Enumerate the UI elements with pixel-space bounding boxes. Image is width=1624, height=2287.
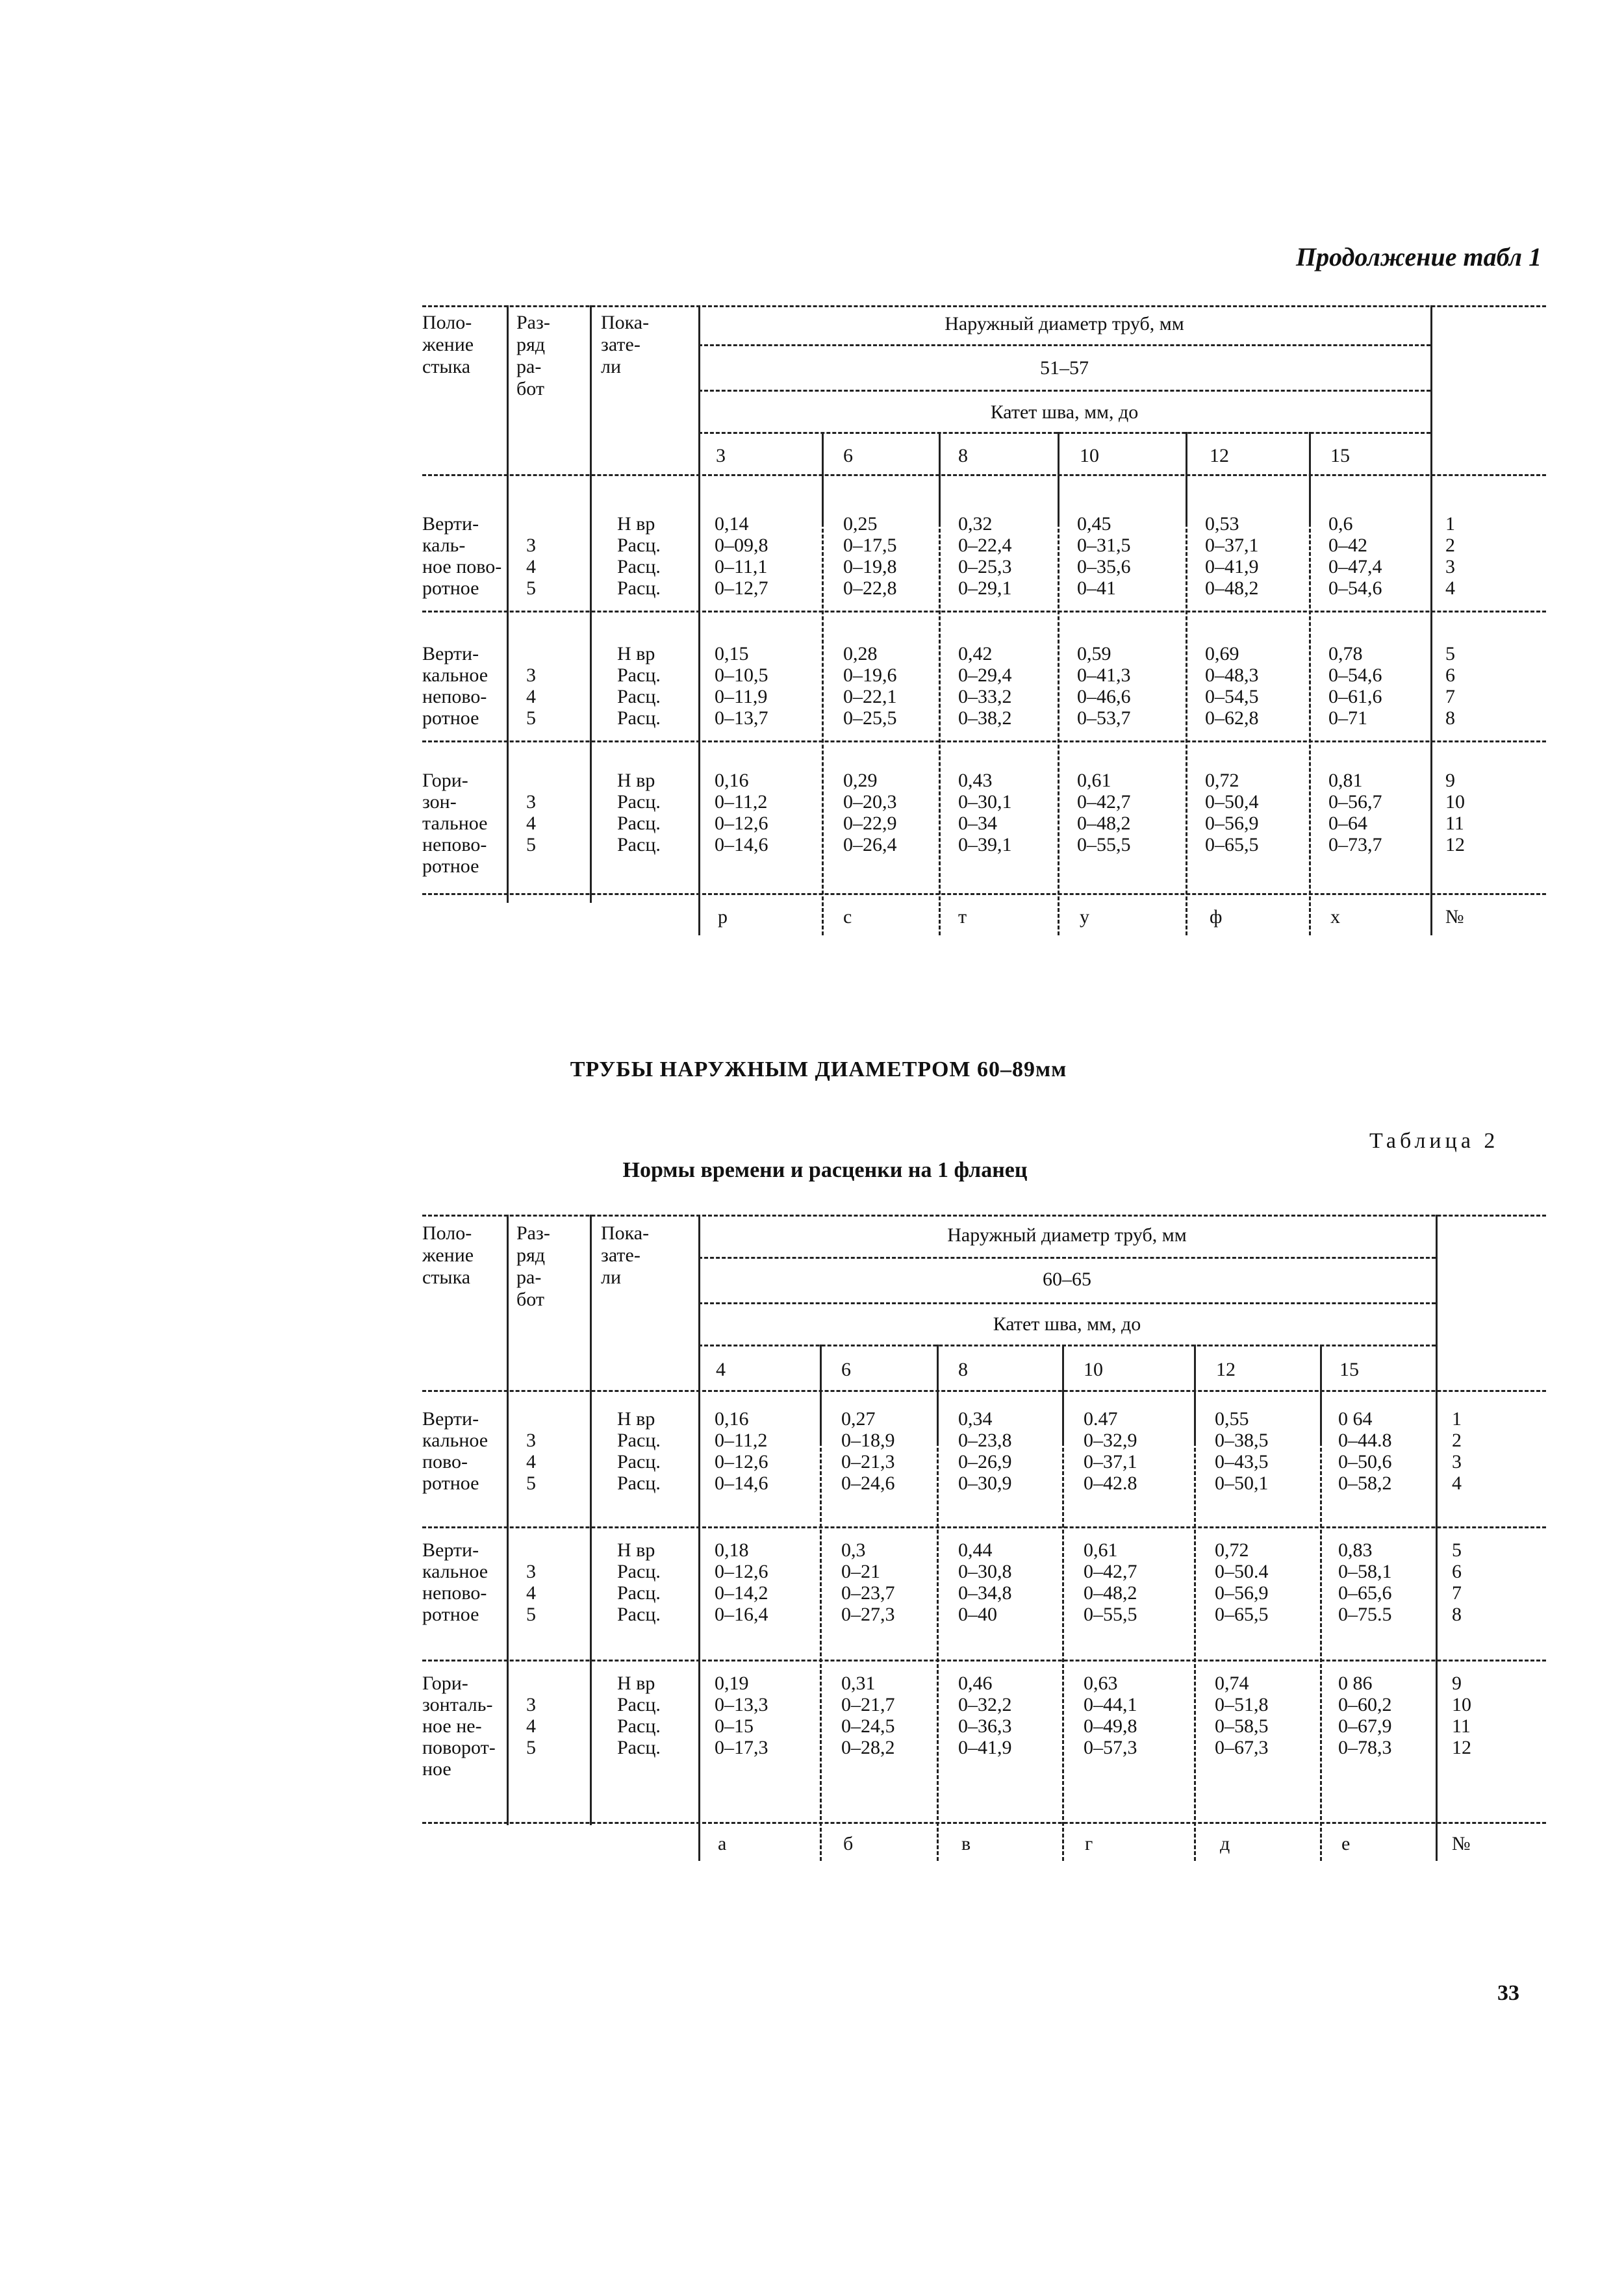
header-diameter: Наружный диаметр труб, мм [945, 313, 1184, 335]
table-2 [422, 1208, 1546, 1864]
row-value: 0,61 0–42,7 0–48,2 0–55,5 [1084, 1539, 1137, 1625]
row-numbers: 9 10 11 12 [1452, 1673, 1471, 1758]
header-diameter: Наружный диаметр труб, мм [947, 1224, 1187, 1246]
table-1 [422, 299, 1546, 935]
row-value: 0,69 0–48,3 0–54,5 0–62,8 [1205, 643, 1259, 729]
row-numbers: 9 10 11 12 [1445, 770, 1465, 855]
footer-letter: р [718, 906, 728, 928]
footer-letter: х [1330, 906, 1340, 928]
row-indicators: Н вр Расц. Расц. Расц. [617, 513, 661, 599]
col-head: 6 [843, 445, 853, 466]
footer-letter: у [1080, 906, 1089, 928]
row-rank: 3 4 5 [526, 791, 536, 855]
row-value: 0,61 0–42,7 0–48,2 0–55,5 [1077, 770, 1131, 855]
footer-letter: в [961, 1833, 971, 1854]
header-cathetus: Катет шва, мм, до [990, 401, 1139, 423]
header-range: 51–57 [1040, 357, 1089, 379]
col-head: 12 [1210, 445, 1229, 466]
row-value: 0,72 0–50,4 0–56,9 0–65,5 [1205, 770, 1259, 855]
footer-letter: с [843, 906, 852, 928]
footer-letter: № [1452, 1833, 1471, 1854]
row-value: 0,74 0–51,8 0–58,5 0–67,3 [1215, 1673, 1269, 1758]
row-value: 0,78 0–54,6 0–61,6 0–71 [1328, 643, 1382, 729]
header-cathetus: Катет шва, мм, до [993, 1313, 1141, 1335]
row-value: 0,16 0–11,2 0–12,6 0–14,6 [715, 770, 768, 855]
col-head: 10 [1084, 1359, 1103, 1380]
row-rank: 3 4 5 [526, 1694, 536, 1758]
row-value: 0,59 0–41,3 0–46,6 0–53,7 [1077, 643, 1131, 729]
col-head: 12 [1216, 1359, 1236, 1380]
row-value: 0,46 0–32,2 0–36,3 0–41,9 [958, 1673, 1012, 1758]
header-position: Поло- жение стыка [422, 312, 474, 377]
row-value: 0,44 0–30,8 0–34,8 0–40 [958, 1539, 1012, 1625]
row-value: 0,3 0–21 0–23,7 0–27,3 [841, 1539, 895, 1625]
row-indicators: Н вр Расц. Расц. Расц. [617, 1539, 661, 1625]
col-head: 6 [841, 1359, 851, 1380]
row-numbers: 5 6 7 8 [1445, 643, 1455, 729]
row-indicators: Н вр Расц. Расц. Расц. [617, 1673, 661, 1758]
section-title: ТРУБЫ НАРУЖНЫМ ДИАМЕТРОМ 60–89мм [570, 1057, 1067, 1081]
row-position: Верти- кальное непово- ротное [422, 643, 488, 729]
row-position: Гори- зон- тальное непово- ротное [422, 770, 488, 877]
header-indicators: Пока- зате- ли [601, 1222, 650, 1288]
continuation-label: Продолжение табл 1 [1296, 242, 1542, 272]
row-value: 0,18 0–12,6 0–14,2 0–16,4 [715, 1539, 768, 1625]
row-value: 0,72 0–50.4 0–56,9 0–65,5 [1215, 1539, 1269, 1625]
row-value: 0,31 0–21,7 0–24,5 0–28,2 [841, 1673, 895, 1758]
row-value: 0,16 0–11,2 0–12,6 0–14,6 [715, 1408, 768, 1494]
footer-letter: т [958, 906, 967, 928]
row-numbers: 1 2 3 4 [1445, 513, 1455, 599]
footer-letter: г [1085, 1833, 1093, 1854]
col-head: 15 [1330, 445, 1350, 466]
row-value: 0,15 0–10,5 0–11,9 0–13,7 [715, 643, 768, 729]
row-rank: 3 4 5 [526, 664, 536, 729]
row-position: Верти- каль- ное пово- ротное [422, 513, 502, 599]
row-numbers: 1 2 3 4 [1452, 1408, 1462, 1494]
row-value: 0,34 0–23,8 0–26,9 0–30,9 [958, 1408, 1012, 1494]
table-2-subtitle: Нормы времени и расценки на 1 фланец [622, 1158, 1028, 1182]
header-range: 60–65 [1043, 1269, 1091, 1290]
row-indicators: Н вр Расц. Расц. Расц. [617, 643, 661, 729]
col-head: 4 [716, 1359, 726, 1380]
row-indicators: Н вр Расц. Расц. Расц. [617, 1408, 661, 1494]
row-value: 0,19 0–13,3 0–15 0–17,3 [715, 1673, 768, 1758]
page-number: 33 [1497, 1981, 1519, 2005]
row-value: 0,53 0–37,1 0–41,9 0–48,2 [1205, 513, 1259, 599]
row-value: 0,42 0–29,4 0–33,2 0–38,2 [958, 643, 1012, 729]
row-position: Верти- кальное непово- ротное [422, 1539, 488, 1625]
row-numbers: 5 6 7 8 [1452, 1539, 1462, 1625]
row-value: 0,55 0–38,5 0–43,5 0–50,1 [1215, 1408, 1269, 1494]
footer-letter: а [718, 1833, 727, 1854]
row-value: 0,45 0–31,5 0–35,6 0–41 [1077, 513, 1131, 599]
row-value: 0,25 0–17,5 0–19,8 0–22,8 [843, 513, 897, 599]
row-value: 0 64 0–44.8 0–50,6 0–58,2 [1338, 1408, 1392, 1494]
row-value: 0,63 0–44,1 0–49,8 0–57,3 [1084, 1673, 1137, 1758]
footer-letter: д [1220, 1833, 1230, 1854]
row-value: 0,81 0–56,7 0–64 0–73,7 [1328, 770, 1382, 855]
row-position: Верти- кальное пово- ротное [422, 1408, 488, 1494]
header-indicators: Пока- зате- ли [601, 312, 650, 377]
col-head: 3 [716, 445, 726, 466]
col-head: 10 [1080, 445, 1099, 466]
footer-letter: е [1341, 1833, 1351, 1854]
row-value: 0 86 0–60,2 0–67,9 0–78,3 [1338, 1673, 1392, 1758]
row-rank: 3 4 5 [526, 1430, 536, 1494]
col-head: 15 [1339, 1359, 1359, 1380]
footer-letter: № [1445, 906, 1464, 928]
row-value: 0,6 0–42 0–47,4 0–54,6 [1328, 513, 1382, 599]
row-indicators: Н вр Расц. Расц. Расц. [617, 770, 661, 855]
row-value: 0,28 0–19,6 0–22,1 0–25,5 [843, 643, 897, 729]
row-position: Гори- зонталь- ное не- поворот- ное [422, 1673, 496, 1780]
row-value: 0,43 0–30,1 0–34 0–39,1 [958, 770, 1012, 855]
row-value: 0,83 0–58,1 0–65,6 0–75.5 [1338, 1539, 1392, 1625]
row-value: 0,14 0–09,8 0–11,1 0–12,7 [715, 513, 768, 599]
footer-letter: б [843, 1833, 854, 1854]
row-rank: 3 4 5 [526, 535, 536, 599]
col-head: 8 [958, 445, 968, 466]
table-2-label: Таблица 2 [1369, 1129, 1499, 1153]
col-head: 8 [958, 1359, 968, 1380]
row-value: 0,29 0–20,3 0–22,9 0–26,4 [843, 770, 897, 855]
footer-letter: ф [1210, 906, 1223, 928]
row-value: 0,32 0–22,4 0–25,3 0–29,1 [958, 513, 1012, 599]
row-value: 0.47 0–32,9 0–37,1 0–42.8 [1084, 1408, 1137, 1494]
header-position: Поло- жение стыка [422, 1222, 474, 1288]
row-rank: 3 4 5 [526, 1561, 536, 1625]
header-rank: Раз- ряд ра- бот [516, 1222, 550, 1310]
row-value: 0,27 0–18,9 0–21,3 0–24,6 [841, 1408, 895, 1494]
header-rank: Раз- ряд ра- бот [516, 312, 550, 399]
